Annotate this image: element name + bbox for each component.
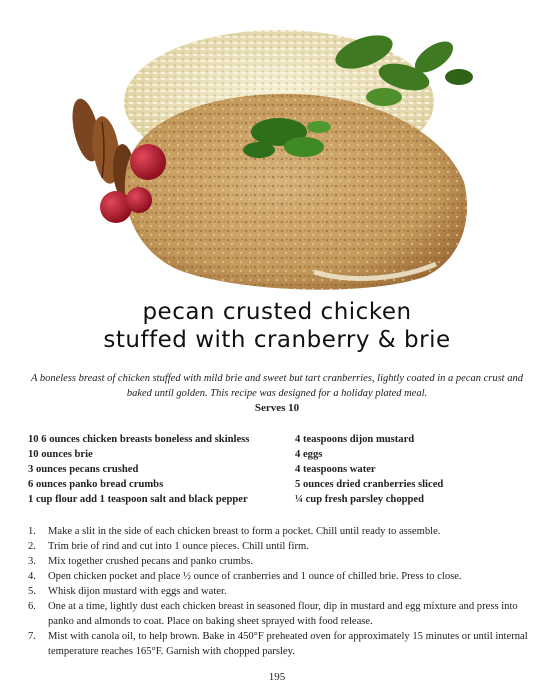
ingredient-item: 4 teaspoons water (295, 464, 376, 475)
ingredient-item: 5 ounces dried cranberries sliced (295, 479, 444, 490)
recipe-title-line-2: stuffed with cranberry & brie (103, 327, 451, 353)
recipe-title (0, 298, 554, 354)
ingredient-column-left (28, 432, 249, 507)
instruction-step (28, 539, 530, 554)
serves-label: Serves 10 (254, 402, 300, 414)
step-text: Mist with canola oil, to help brown. Bake in 450°F preheated oven for approximately 15 minutes or until internal temperature reaches 165°F. Garnish with chopped parsley. (48, 631, 528, 657)
instruction-step (28, 599, 530, 629)
ingredient-column-right (295, 432, 443, 507)
step-number: 2. (28, 541, 36, 552)
step-number: 3. (28, 556, 36, 567)
instruction-list (28, 524, 530, 659)
instruction-step (28, 554, 530, 569)
step-number: 7. (28, 631, 36, 642)
step-text: Whisk dijon mustard with eggs and water. (48, 586, 227, 597)
dish-photo (64, 22, 484, 300)
ingredient-item: 3 ounces pecans crushed (28, 464, 139, 475)
step-number: 4. (28, 571, 36, 582)
step-text: Trim brie of rind and cut into 1 ounce pieces. Chill until firm. (48, 541, 309, 552)
ingredient-item: 4 teaspoons dijon mustard (295, 434, 415, 445)
instruction-step (28, 629, 530, 659)
step-number: 1. (28, 526, 36, 537)
recipe-description: A boneless breast of chicken stuffed with mild brie and sweet but tart cranberries, lightly coated in a pecan crust and baked until golden. This recipe was designed for a holiday plated meal. (31, 373, 523, 399)
instruction-step (28, 524, 530, 539)
step-text: Mix together crushed pecans and panko crumbs. (48, 556, 254, 567)
ingredient-item: 6 ounces panko bread crumbs (28, 479, 164, 490)
recipe-title-line-1: pecan crusted chicken (142, 299, 412, 325)
instruction-step (28, 584, 530, 599)
ingredient-item: 4 eggs (295, 449, 323, 460)
ingredient-item: 1 cup flour add 1 teaspoon salt and black pepper (28, 494, 248, 505)
step-text: Make a slit in the side of each chicken breast to form a pocket. Chill until ready to assemble. (48, 526, 441, 537)
ingredient-item: 10 6 ounces chicken breasts boneless and skinless (28, 434, 250, 445)
step-text: Open chicken pocket and place ½ ounce of cranberries and 1 ounce of chilled brie. Press to close. (48, 571, 462, 582)
step-text: One at a time, lightly dust each chicken breast in seasoned flour, dip in mustard and egg mixture and press into panko and almonds to coat. Place on baking sheet sprayed with food release. (48, 601, 518, 627)
instruction-step (28, 569, 530, 584)
page-number: 195 (268, 671, 286, 683)
step-number: 6. (28, 601, 36, 612)
ingredient-item: 10 ounces brie (28, 449, 93, 460)
ingredient-item: ¼ cup fresh parsley chopped (295, 494, 425, 505)
step-number: 5. (28, 586, 36, 597)
